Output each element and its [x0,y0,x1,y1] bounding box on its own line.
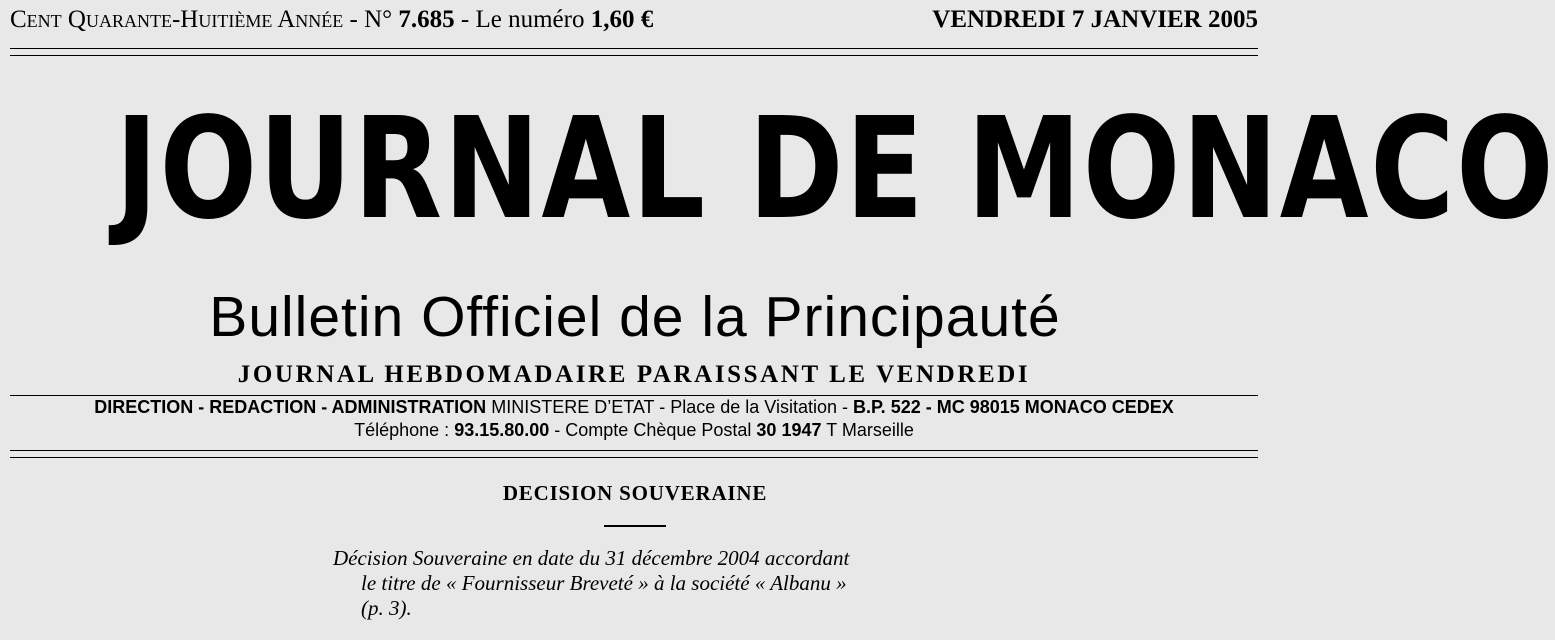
header-divider-top [10,48,1258,49]
address-block [10,396,1258,442]
issue-prefix: N° [364,6,393,33]
issue-info: Cent Quarante-Huitième Année - N° 7.685 - Le numéro 1,60 € [10,6,654,33]
price-label: Le numéro [475,6,585,33]
address-line-1 [10,396,1258,419]
departments: DIRECTION - REDACTION - ADMINISTRATION [94,397,487,417]
issue-number: 7.685 [398,6,455,33]
summary-page-reference[interactable]: (p. 3). [361,596,412,620]
account-number: 30 1947 [756,420,822,440]
address-divider-bottom-1 [10,450,1258,451]
phone-number: 93.15.80.00 [454,420,550,440]
address-line-2 [10,419,1258,442]
section-title: DECISION SOUVERAINE [502,481,768,505]
summary-line-1: Décision Souveraine en date du 31 décembre 2004 accordant [333,546,850,570]
account-label: - Compte Chèque Postal [554,420,752,440]
publication-frequency: JOURNAL HEBDOMADAIRE PARAISSANT LE VENDREDI [237,361,1031,388]
phone-label: Téléphone : [354,420,450,440]
summary-line-2: le titre de « Fournisseur Breveté » à la société « Albanu » [361,571,847,595]
header-divider-bottom [10,55,1258,56]
location: MINISTERE D’ETAT - Place de la Visitation - [491,397,848,417]
masthead-subtitle: Bulletin Officiel de la Principauté [209,285,1061,349]
issue-header [10,6,1258,38]
account-suffix: T Marseille [826,420,914,440]
issue-date: VENDREDI 7 JANVIER 2005 [932,6,1258,33]
price: 1,60 € [590,6,654,33]
address-divider-bottom-2 [10,457,1258,458]
masthead-title: JOURNAL DE MONACO [115,88,1555,251]
volume-label: Cent Quarante-Huitième Année [10,6,344,33]
section-title-underline [604,525,666,527]
po-box: B.P. 522 - MC 98015 MONACO CEDEX [853,397,1174,417]
section-summary[interactable] [333,546,953,621]
